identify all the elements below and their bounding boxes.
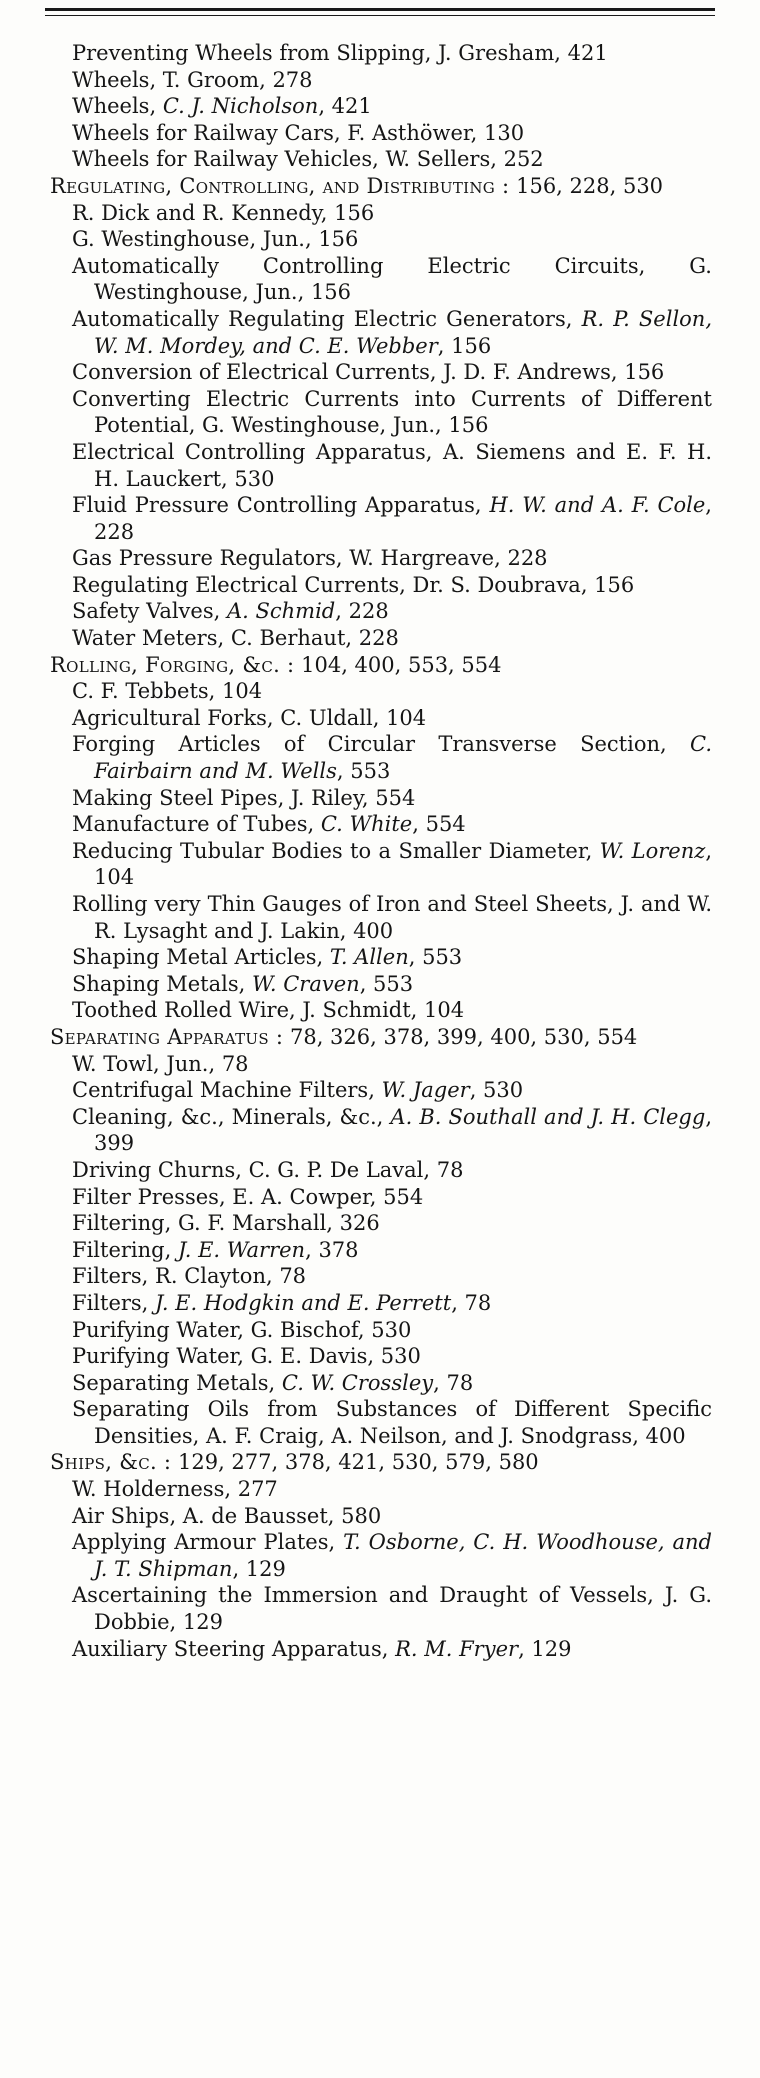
entry-text: Water Meters, C. Berhaut, 228 xyxy=(72,626,399,651)
section-heading-pages: 104, 400, 553, 554 xyxy=(294,652,502,677)
entry-text: , 129 xyxy=(518,1636,572,1661)
entry-author-italic: C. J. Nicholson xyxy=(162,94,319,119)
entry-author-italic: T. Allen xyxy=(329,945,409,970)
index-entry xyxy=(50,93,712,120)
entry-text: Toothed Rolled Wire, J. Schmidt, 104 xyxy=(72,998,465,1023)
index-entry xyxy=(50,1237,712,1264)
entry-author-italic: J. E. Warren xyxy=(177,1237,306,1262)
entry-text: Reducing Tubular Bodies to a Smaller Diameter, xyxy=(72,838,600,863)
index-entry xyxy=(50,67,712,94)
entry-text: Purifying Water, G. Bischof, 530 xyxy=(72,1317,412,1342)
index-entry xyxy=(50,944,712,971)
index-entry xyxy=(50,359,712,386)
entry-text: , 553 xyxy=(408,945,463,970)
index-entry xyxy=(50,1077,712,1104)
header-rules xyxy=(45,0,715,16)
entry-author-italic: C. White xyxy=(320,812,413,837)
index-entry xyxy=(50,120,712,147)
section-heading xyxy=(50,652,712,679)
entry-text: Cleaning, &c., Minerals, &c., xyxy=(72,1104,391,1129)
entry-text: , 78 xyxy=(433,1370,474,1395)
entry-text: , 530 xyxy=(469,1078,524,1103)
index-entry xyxy=(50,200,712,227)
section-heading-title: Rolling, Forging, &c. : xyxy=(50,652,295,677)
index-entry xyxy=(50,1104,712,1157)
index-entry xyxy=(50,1290,712,1317)
entry-text: Wheels, xyxy=(72,94,163,119)
entry-text: Agricultural Forks, C. Uldall, 104 xyxy=(72,705,427,730)
entry-text: , 78 xyxy=(451,1290,492,1315)
entry-text: Gas Pressure Regulators, W. Hargreave, 228 xyxy=(72,546,548,571)
index-entry xyxy=(50,253,712,306)
entry-text: Electrical Controlling Apparatus, A. Siemens and E. F. H. H. Lauckert, 530 xyxy=(72,439,712,491)
entry-author-italic: R. M. Fryer xyxy=(395,1636,519,1661)
section-heading xyxy=(50,173,712,200)
entry-text: Filters, xyxy=(72,1290,156,1315)
entry-text: Regulating Electrical Currents, Dr. S. Doubrava, 156 xyxy=(72,572,635,597)
entry-author-italic: A. B. Southall and J. H. Clegg xyxy=(390,1104,706,1129)
entry-text: Making Steel Pipes, J. Riley, 554 xyxy=(72,785,416,810)
entry-text: Converting Electric Currents into Currents of Different Potential, G. Westinghouse, Jun., 156 xyxy=(72,386,712,438)
index-entry xyxy=(50,625,712,652)
entry-text: Automatically Regulating Electric Generators, xyxy=(72,306,582,331)
entry-text: Preventing Wheels from Slipping, J. Gresham, 421 xyxy=(72,41,608,65)
entry-text: Manufacture of Tubes, xyxy=(72,812,321,837)
entry-text: , 553 xyxy=(359,971,414,996)
index-entry xyxy=(50,545,712,572)
entry-author-italic: C. Fairbairn and M. Wells xyxy=(94,732,712,784)
section-heading-pages: 129, 277, 378, 421, 530, 579, 580 xyxy=(171,1450,539,1475)
entry-text: Purifying Water, G. E. Davis, 530 xyxy=(72,1344,421,1369)
entry-text: Filtering, G. F. Marshall, 326 xyxy=(72,1211,380,1236)
index-entry xyxy=(50,1636,712,1663)
entry-author-italic: W. Lorenz xyxy=(599,838,706,863)
index-entry xyxy=(50,785,712,812)
index-entry xyxy=(50,997,712,1024)
entry-text: , 554 xyxy=(412,812,466,837)
entry-text: , 378 xyxy=(305,1237,359,1262)
top-rule-thin xyxy=(45,15,715,16)
entry-text: Filters, R. Clayton, 78 xyxy=(72,1264,307,1289)
entry-text: Wheels for Railway Cars, F. Asthöwer, 130 xyxy=(72,120,525,145)
entry-text: Driving Churns, C. G. P. De Laval, 78 xyxy=(72,1157,464,1182)
entry-author-italic: W. Craven xyxy=(251,971,360,996)
index-entry xyxy=(50,40,712,67)
entry-text: Wheels for Railway Vehicles, W. Sellers, 252 xyxy=(72,147,544,172)
entry-text: , 129 xyxy=(232,1556,286,1581)
index-entry xyxy=(50,146,712,173)
section-heading-pages: 78, 326, 378, 399, 400, 530, 554 xyxy=(283,1024,638,1049)
index-entry xyxy=(50,1263,712,1290)
entry-text: Safety Valves, xyxy=(72,599,227,624)
index-entry xyxy=(50,838,712,891)
index-entry xyxy=(50,1157,712,1184)
entry-text: Air Ships, A. de Bausset, 580 xyxy=(72,1503,382,1528)
entry-author-italic: W. Jager xyxy=(381,1078,470,1103)
entry-text: Filtering, xyxy=(72,1237,178,1262)
index-entry xyxy=(50,1476,712,1503)
entry-text: Separating Oils from Substances of Different Specific Densities, A. F. Craig, A. Neilson, and J. Snodgrass, 400 xyxy=(72,1397,712,1448)
entry-text: Applying Armour Plates, xyxy=(72,1530,344,1555)
entry-text: , 421 xyxy=(318,94,372,119)
section-heading xyxy=(50,1024,712,1051)
entry-text: Centrifugal Machine Filters, xyxy=(72,1078,382,1103)
index-entry xyxy=(50,1582,712,1635)
entry-text: , 553 xyxy=(336,759,391,784)
entry-text: G. Westinghouse, Jun., 156 xyxy=(72,227,359,252)
index-entry xyxy=(50,891,712,944)
entry-text: , 399 xyxy=(94,1104,712,1156)
entry-text: Shaping Metal Articles, xyxy=(72,945,330,970)
section-heading xyxy=(50,1449,712,1476)
entry-author-italic: C. W. Crossley xyxy=(281,1370,434,1395)
index-entry xyxy=(50,386,712,439)
entry-author-italic: A. Schmid xyxy=(226,599,336,624)
entry-text: Fluid Pressure Controlling Apparatus, xyxy=(72,493,490,518)
entry-text: W. Towl, Jun., 78 xyxy=(72,1051,249,1076)
section-heading-title: Regulating, Controlling, and Distributing : xyxy=(50,173,510,198)
index-entry xyxy=(50,1503,712,1530)
index-entry xyxy=(50,306,712,359)
entry-text: Separating Metals, xyxy=(72,1370,282,1395)
entry-text: Conversion of Electrical Currents, J. D. F. Andrews, 156 xyxy=(72,360,665,385)
index-entry xyxy=(50,1396,712,1449)
index-entry xyxy=(50,705,712,732)
entry-author-italic: J. E. Hodgkin and E. Perrett xyxy=(155,1290,452,1315)
index-entry xyxy=(50,1370,712,1397)
index-entry xyxy=(50,971,712,998)
section-heading-title: Separating Apparatus : xyxy=(50,1024,284,1049)
entry-text: Rolling very Thin Gauges of Iron and Steel Sheets, J. and W. R. Lysaght and J. Lakin, 400 xyxy=(72,892,712,943)
entry-text: Ascertaining the Immersion and Draught of Vessels, J. G. Dobbie, 129 xyxy=(72,1583,712,1635)
index-entry xyxy=(50,731,712,784)
entry-author-italic: H. W. and A. F. Cole xyxy=(489,493,706,518)
index-entry xyxy=(50,811,712,838)
index-entry xyxy=(50,439,712,492)
entry-text: , 104 xyxy=(94,838,712,890)
index-entry xyxy=(50,678,712,705)
index-entry xyxy=(50,1184,712,1211)
index-entry xyxy=(50,572,712,599)
patent-index-column xyxy=(50,40,712,1662)
entry-text: , 228 xyxy=(335,599,389,624)
entry-text: Automatically Controlling Electric Circuits, G. Westinghouse, Jun., 156 xyxy=(72,253,712,305)
entry-text: , 228 xyxy=(94,493,712,544)
entry-text: Auxiliary Steering Apparatus, xyxy=(72,1636,396,1661)
top-rule-thick xyxy=(45,8,715,11)
index-entry xyxy=(50,1343,712,1370)
index-entry xyxy=(50,226,712,253)
entry-text: Wheels, T. Groom, 278 xyxy=(72,67,313,92)
section-heading-pages: 156, 228, 530 xyxy=(509,173,664,198)
entry-text: , 156 xyxy=(437,333,492,358)
index-entry xyxy=(50,598,712,625)
index-entry xyxy=(50,1210,712,1237)
entry-text: Shaping Metals, xyxy=(72,971,252,996)
index-entry xyxy=(50,1317,712,1344)
entry-text: C. F. Tebbets, 104 xyxy=(72,679,263,704)
entry-text: Forging Articles of Circular Transverse Section, xyxy=(72,732,690,757)
index-entry xyxy=(50,492,712,545)
entry-author-italic: R. P. Sellon, W. M. Mordey, and C. E. Webber xyxy=(94,306,712,358)
entry-author-italic: T. Osborne, C. H. Woodhouse, and J. T. Shipman xyxy=(94,1530,712,1581)
index-entry xyxy=(50,1529,712,1582)
section-heading-title: Ships, &c. : xyxy=(50,1450,172,1475)
index-entry xyxy=(50,1051,712,1078)
entry-text: W. Holderness, 277 xyxy=(72,1477,278,1502)
entry-text: Filter Presses, E. A. Cowper, 554 xyxy=(72,1184,424,1209)
entry-text: R. Dick and R. Kennedy, 156 xyxy=(72,200,375,225)
